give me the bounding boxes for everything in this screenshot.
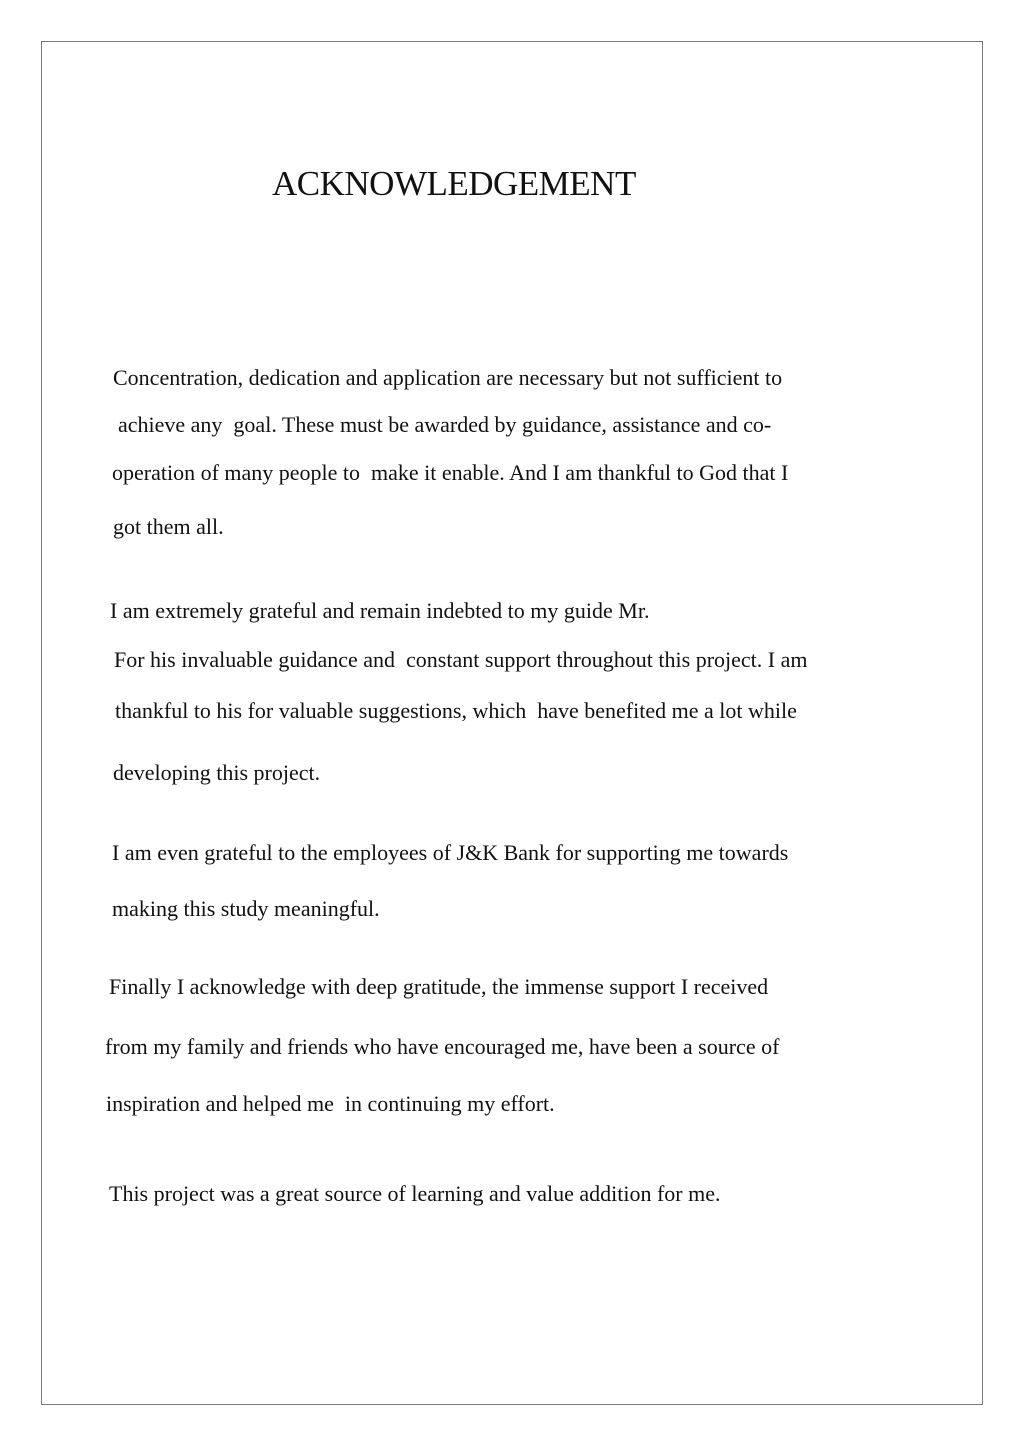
paragraph-2-line-1: I am extremely grateful and remain indebted to my guide Mr. [110, 598, 650, 623]
paragraph-1-line-3: operation of many people to make it enable. And I am thankful to God that I [112, 460, 789, 485]
paragraph-1-line-4: got them all. [113, 514, 224, 539]
paragraph-5-line-1: This project was a great source of learning and value addition for me. [109, 1181, 721, 1206]
paragraph-3-line-1: I am even grateful to the employees of J&K Bank for supporting me towards [112, 840, 789, 865]
paragraph-2-line-2: For his invaluable guidance and constant support throughout this project. I am [114, 647, 808, 672]
paragraph-3-line-2: making this study meaningful. [112, 896, 380, 921]
paragraph-4-line-3: inspiration and helped me in continuing my effort. [106, 1091, 555, 1116]
page-title: ACKNOWLEDGEMENT [272, 164, 636, 203]
paragraph-1-line-1: Concentration, dedication and application are necessary but not sufficient to [113, 365, 783, 390]
paragraph-4-line-2: from my family and friends who have encouraged me, have been a source of [105, 1034, 780, 1059]
paragraph-1-line-2: achieve any goal. These must be awarded by guidance, assistance and co- [118, 412, 772, 437]
paragraph-2-line-4: developing this project. [113, 760, 321, 785]
paragraph-2-line-3: thankful to his for valuable suggestions, which have benefited me a lot while [115, 698, 797, 723]
paragraph-4-line-1: Finally I acknowledge with deep gratitude, the immense support I received [109, 974, 769, 999]
